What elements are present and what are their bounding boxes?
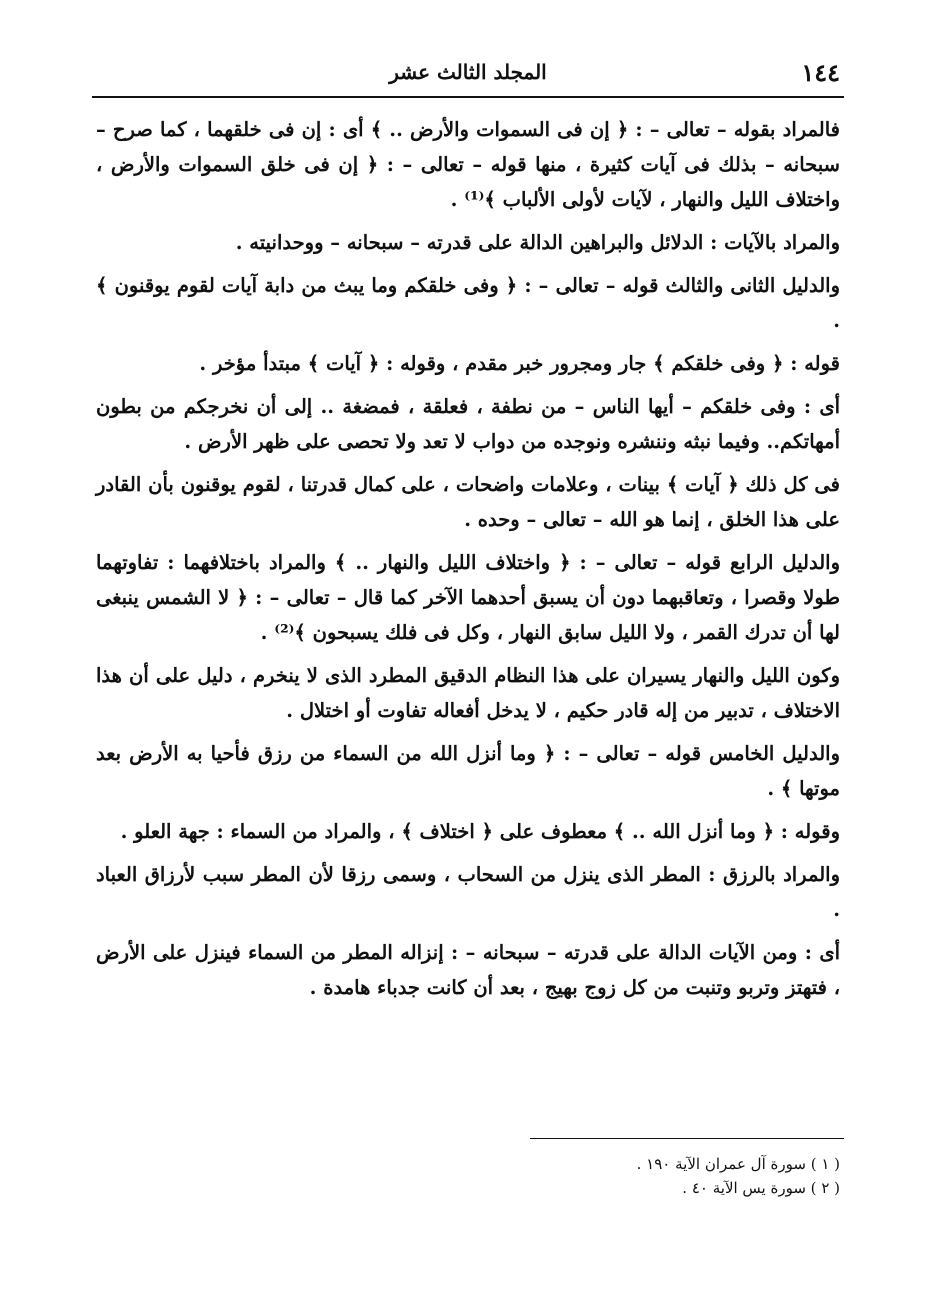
paragraph: والدليل الثانى والثالث قوله – تعالى – : ﴿ وفى خلقكم وما يبث من دابة آيات لقوم يوقنون ﴾ . xyxy=(96,274,840,332)
page-number: ١٤٤ xyxy=(801,58,840,87)
running-title: المجلد الثالث عشر xyxy=(389,60,547,84)
paragraph: أى : وفى خلقكم – أيها الناس – من نطفة ، فعلقة ، فمضغة .. إلى أن نخرجكم من بطون أمهاتكم.. وفيما نبثه وننشره ونوجده من دواب لا تعد ولا تحصى على ظهر الأرض . xyxy=(96,395,840,453)
main-text xyxy=(96,112,840,1013)
paragraph: قوله : ﴿ وفى خلقكم ﴾ جار ومجرور خبر مقدم ، وقوله : ﴿ آيات ﴾ مبتدأ مؤخر . xyxy=(199,352,840,375)
paragraph: أى : ومن الآيات الدالة على قدرته – سبحانه – : إنزاله المطر من السماء فينزل على الأرض ، فتهتز وتربو وتنبت من كل زوج بهيج ، بعد أن كانت جدباء هامدة . xyxy=(96,941,840,999)
footnotes xyxy=(420,1152,840,1200)
footnote: ( ٢ ) سورة يس الآية ٤٠ . xyxy=(682,1179,840,1197)
footnote-divider xyxy=(530,1138,844,1139)
paragraph: والدليل الخامس قوله – تعالى – : ﴿ وما أنزل الله من السماء من رزق فأحيا به الأرض بعد موتها ﴾ . xyxy=(96,742,840,800)
footnote: ( ١ ) سورة آل عمران الآية ١٩٠ . xyxy=(636,1155,840,1173)
paragraph: وكون الليل والنهار يسيران على هذا النظام الدقيق المطرد الذى لا ينخرم ، دليل على أن هذا الاختلاف ، تدبير من إله قادر حكيم ، لا يدخل أفعاله تفاوت أو اختلال . xyxy=(96,664,840,722)
paragraph: والمراد بالرزق : المطر الذى ينزل من السحاب ، وسمى رزقا لأن المطر سبب لأرزاق العباد . xyxy=(96,863,840,921)
header-divider xyxy=(92,96,844,98)
page-header xyxy=(92,58,844,98)
paragraph: فى كل ذلك ﴿ آيات ﴾ بينات ، وعلامات واضحات ، على كمال قدرتنا ، لقوم يوقنون بأن القادر على هذا الخلق ، إنما هو الله – تعالى – وحده . xyxy=(96,473,840,531)
paragraph: فالمراد بقوله – تعالى – : ﴿ إن فى السموات والأرض .. ﴾ أى : إن فى خلقهما ، كما صرح – سبحانه – بذلك فى آيات كثيرة ، منها قوله – تعالى – : ﴿ إن فى خلق السموات والأرض ، واختلاف الليل والنهار ، لآيات لأولى الألباب ﴾⁽¹⁾ . xyxy=(96,118,840,211)
paragraph: وقوله : ﴿ وما أنزل الله .. ﴾ معطوف على ﴿ اختلاف ﴾ ، والمراد من السماء : جهة العلو . xyxy=(120,820,840,843)
paragraph: والمراد بالآيات : الدلائل والبراهين الدالة على قدرته – سبحانه – ووحدانيته . xyxy=(235,231,840,254)
paragraph: والدليل الرابع قوله – تعالى – : ﴿ واختلاف الليل والنهار .. ﴾ والمراد باختلافهما : تفاوتهما طولا وقصرا ، وتعاقبهما دون أن يسبق أحدهما الآخر كما قال – تعالى – : ﴿ لا الشمس ينبغى لها أن تدرك القمر ، ولا الليل سابق النهار ، وكل فى فلك يسبحون ﴾⁽²⁾ . xyxy=(96,551,840,644)
